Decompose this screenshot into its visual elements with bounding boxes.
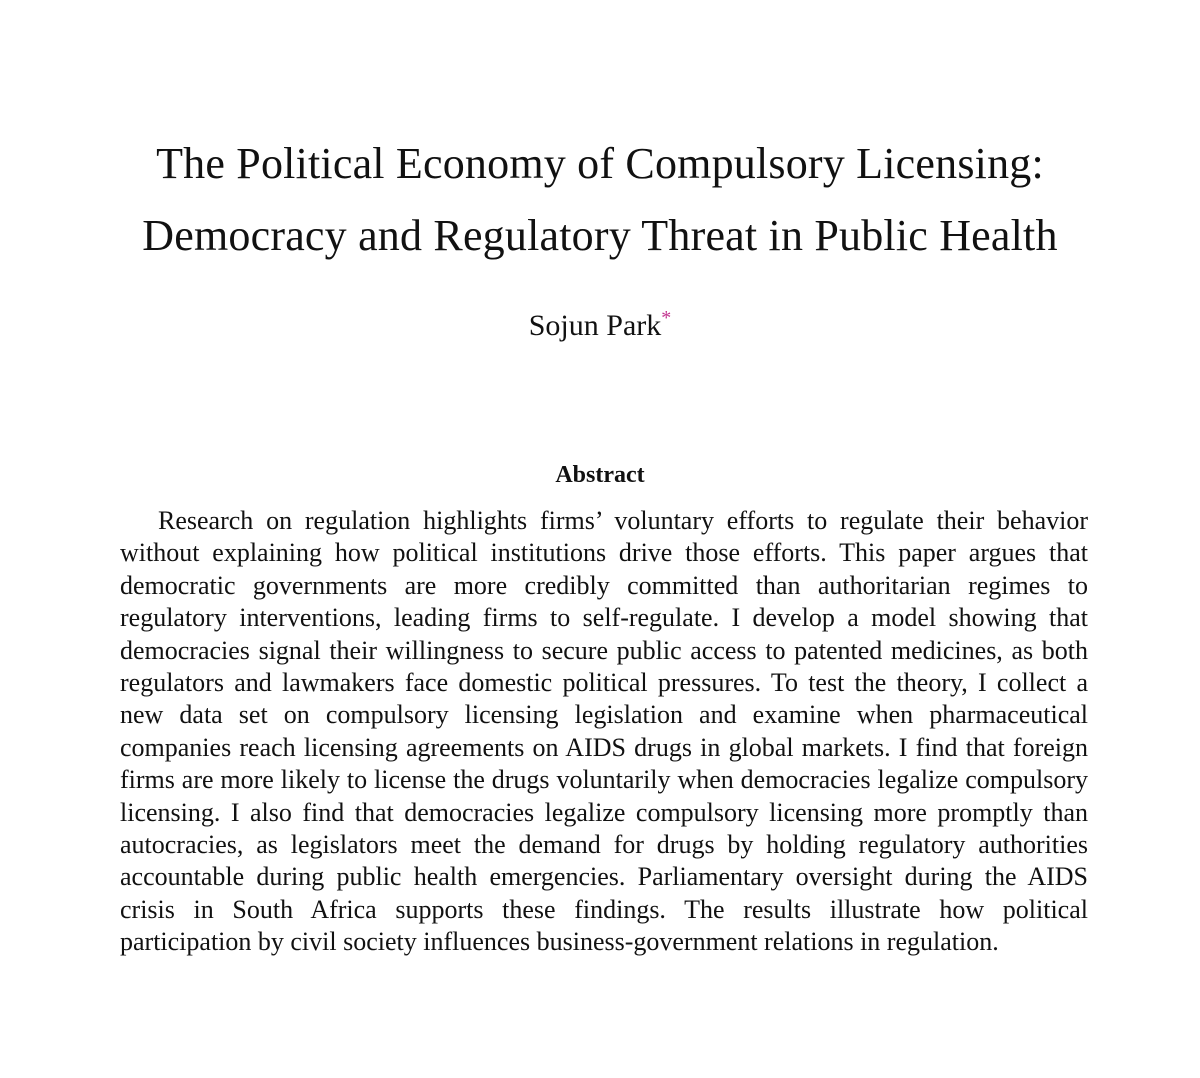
author-footnote-link[interactable]: * [661, 307, 672, 329]
paper-title [0, 128, 1200, 272]
abstract-heading: Abstract [555, 462, 645, 488]
title-line-1: The Political Economy of Compulsory Licensing: [156, 139, 1044, 188]
author-name: Sojun Park [528, 309, 662, 342]
author-line [0, 306, 1200, 346]
abstract-text: Research on regulation highlights firms’ voluntary efforts to regulate their behavior without explaining how political institutions drive those efforts. This paper argues that democratic governments are more credibly committed than authoritarian regimes to regulatory interventions, leading firms to self-regulate. I develop a model showing that democracies signal their willingness to secure public access to patented medicines, as both regulators and lawmakers face domestic political pressures. To test the theory, I collect a new data set on compulsory licensing legislation and examine when pharmaceutical companies reach licensing agreements on AIDS drugs in global markets. I find that foreign firms are more likely to license the drugs voluntarily when democracies legalize compulsory licensing. I also find that democracies legalize compulsory licensing more promptly than autocracies, as legislators meet the demand for drugs by holding regulatory authorities accountable during public health emergencies. Parliamentary oversight during the AIDS crisis in South Africa supports these findings. The results illustrate how political participation by civil society influences business-government relations in regulation. [120, 506, 1088, 957]
title-line-2: Democracy and Regulatory Threat in Public Health [142, 211, 1058, 260]
